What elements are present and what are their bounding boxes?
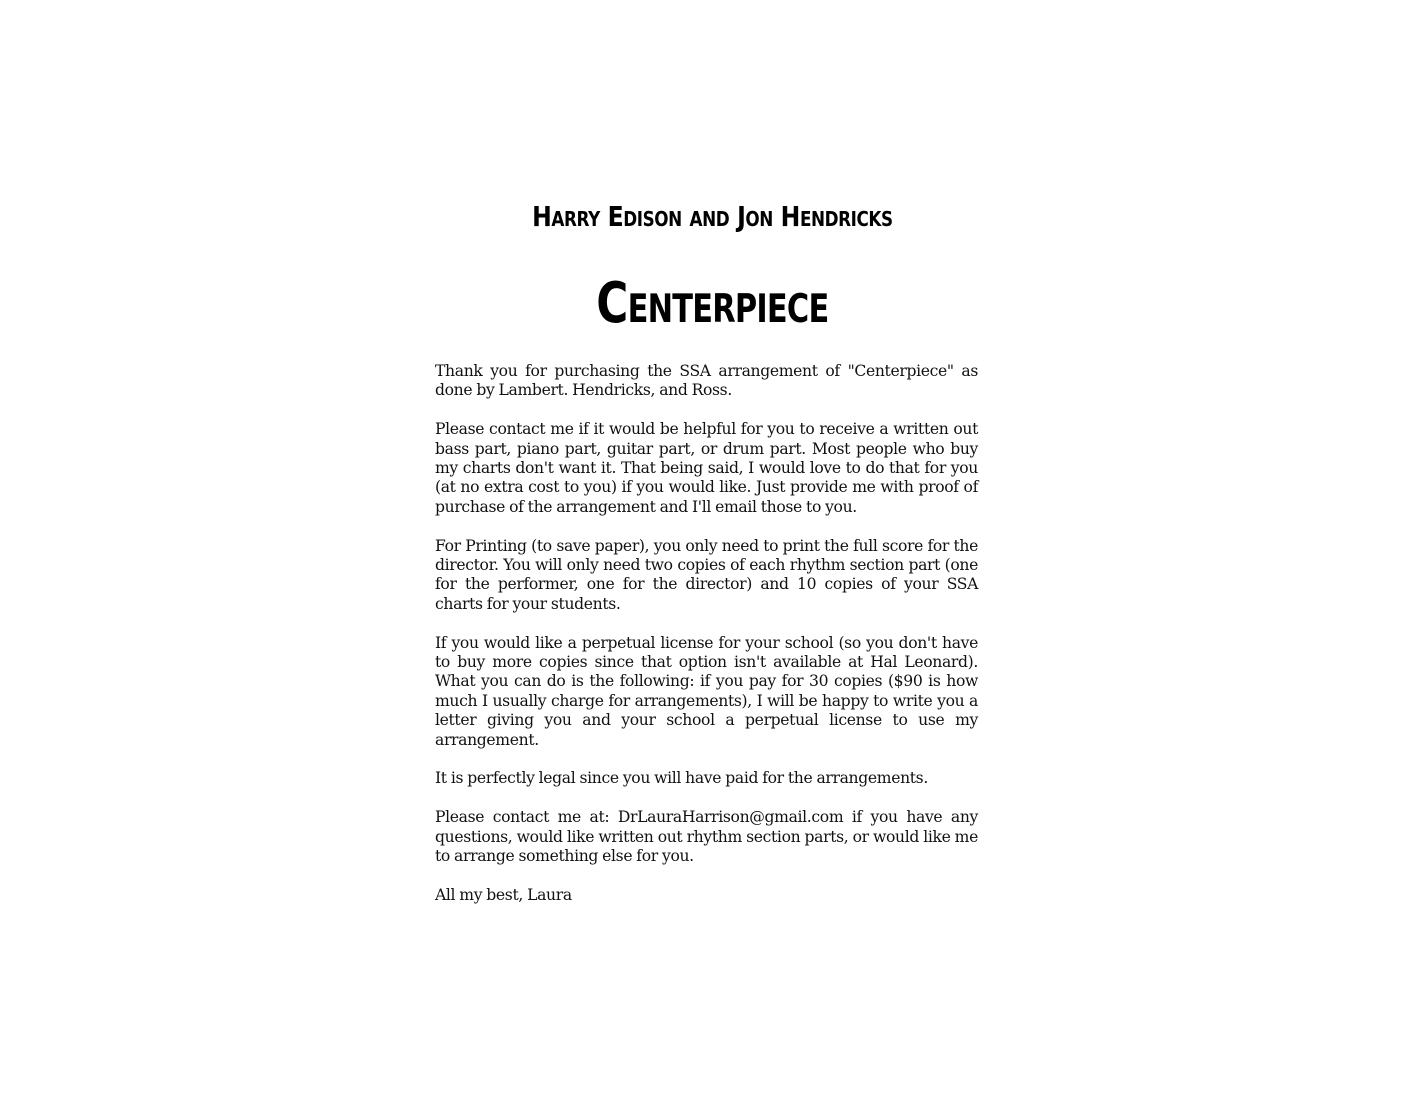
paragraph-printing: For Printing (to save paper), you only need to print the full score for the director. You will only need two copies of each rhythm section part (one for the performer, one for the director) and 10 copies of your SSA charts for your students. xyxy=(435,536,978,613)
composers-heading: Harry Edison and Jon Hendricks xyxy=(532,200,893,233)
paragraph-contact: Please contact me at: DrLauraHarrison@gmail.com if you have any questions, would like written out rhythm section parts, or would like me to arrange something else for you. xyxy=(435,808,978,866)
paragraph-legal: It is perfectly legal since you will have paid for the arrangements. xyxy=(435,769,928,788)
song-title: Centerpiece xyxy=(596,271,829,336)
paragraph-rhythm-parts: Please contact me if it would be helpful for you to receive a written out bass part, piano part, guitar part, or drum part. Most people who buy my charts don't want it. That being said, I would love to do that for you (at no extra cost to you) if you would like. Just provide me with proof of purchase of the arrangement and I'll email those to you. xyxy=(435,420,978,516)
paragraph-license: If you would like a perpetual license for your school (so you don't have to buy more copies since that option isn't available at Hal Leonard). What you can do is the following: if you pay for 30 copies ($90 is how much I usually charge for arrangements), I will be happy to write you a letter giving you and your school a perpetual license to use my arrangement. xyxy=(435,633,978,749)
paragraph-thank-you: Thank you for purchasing the SSA arrangement of "Centerpiece" as done by Lambert. Hendricks, and Ross. xyxy=(435,362,978,400)
signature-line: All my best, Laura xyxy=(435,885,572,904)
letter-body xyxy=(435,362,978,925)
